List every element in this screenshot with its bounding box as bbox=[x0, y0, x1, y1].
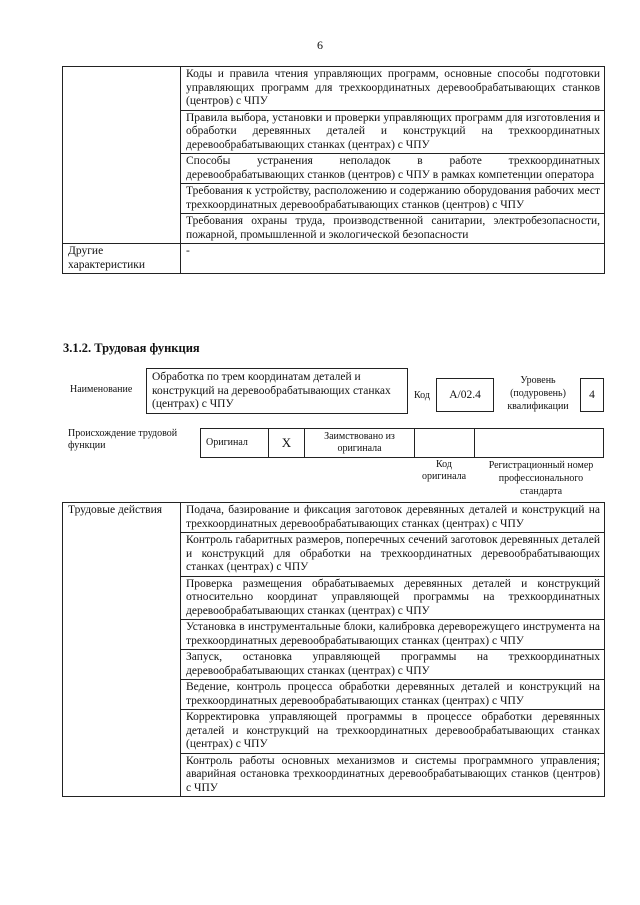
function-code-box: A/02.4 bbox=[436, 378, 494, 412]
level-label: Уровень (подуровень) квалификации bbox=[507, 375, 569, 412]
knowledge-item: Требования к устройству, расположению и содержанию оборудования рабочих мест трехкоординатных деревообрабатывающих станков (центров) с ЧПУ bbox=[181, 184, 605, 214]
reg-number-cell bbox=[475, 429, 605, 457]
section-title: 3.1.2. Трудовая функция bbox=[63, 341, 200, 355]
labor-action-item: Контроль работы основных механизмов и системы программного управления; аварийная остановка трехкоординатных деревообрабатывающих станков (центров) с ЧПУ bbox=[181, 753, 605, 797]
knowledge-item: Требования охраны труда, производственной санитарии, электробезопасности, пожарной, промышленной и экологической безопасности bbox=[181, 214, 605, 244]
labor-action-item: Установка в инструментальные блоки, калибровка дереворежущего инструмента на трехкоординатных деревообрабатывающих станках (центрах) с ЧПУ bbox=[181, 620, 605, 650]
function-name-box: Обработка по трем координатам деталей и конструкций на деревообрабатывающих станках (центрах) с ЧПУ bbox=[146, 368, 408, 414]
other-characteristics-value: - bbox=[181, 244, 605, 274]
labor-actions-table bbox=[62, 502, 605, 797]
labor-action-item: Проверка размещения обрабатываемых деревянных деталей и конструкций относительно координат управляющей программы на трехкоординатных деревообрабатывающих станках (центрах) с ЧПУ bbox=[181, 576, 605, 620]
borrowed-label: Заимствовано из оригинала bbox=[305, 429, 415, 457]
original-label: Оригинал bbox=[201, 429, 269, 457]
page-number: 6 bbox=[317, 38, 323, 52]
table-cell-empty bbox=[63, 67, 181, 244]
name-label: Наименование bbox=[70, 384, 133, 395]
table-row bbox=[63, 503, 605, 533]
knowledge-item: Способы устранения неполадок в работе трехкоординатных деревообрабатывающих станков (центров) с ЧПУ в рамках компетенции оператора bbox=[181, 154, 605, 184]
level-box: 4 bbox=[580, 378, 604, 412]
labor-actions-label: Трудовые действия bbox=[63, 503, 181, 797]
reg-number-label: Регистрационный номер профессионального стандарта bbox=[488, 460, 594, 497]
code-original-cell bbox=[415, 429, 475, 457]
origin-row bbox=[200, 428, 604, 458]
labor-action-item: Контроль габаритных размеров, поперечных сечений заготовок деревянных деталей и конструкций для обработки на трехкоординатных деревообрабатывающих станках (центрах) с ЧПУ bbox=[181, 533, 605, 577]
code-label: Код bbox=[414, 390, 430, 401]
origin-label: Происхождение трудовой функции bbox=[68, 428, 178, 451]
labor-action-item: Корректировка управляющей программы в процессе обработки деревянных деталей и конструкций на трехкоординатных деревообрабатывающих станках (центрах) с ЧПУ bbox=[181, 710, 605, 754]
table-row bbox=[63, 67, 605, 111]
labor-action-item: Подача, базирование и фиксация заготовок деревянных деталей и конструкций на трехкоординатных деревообрабатывающих станках (центрах) с ЧПУ bbox=[181, 503, 605, 533]
knowledge-item: Правила выбора, установки и проверки управляющих программ для изготовления и обработки деревянных деталей и конструкций на трехкоординатных деревообрабатывающих станках (центрах) с ЧПУ bbox=[181, 110, 605, 154]
knowledge-table bbox=[62, 66, 605, 274]
knowledge-item: Коды и правила чтения управляющих программ, основные способы подготовки управляющих программ для трехкоординатных деревообрабатывающих станков (центров) с ЧПУ bbox=[181, 67, 605, 111]
labor-action-item: Запуск, остановка управляющей программы на трехкоординатных деревообрабатывающих станках (центрах) с ЧПУ bbox=[181, 650, 605, 680]
code-original-label: Код оригинала bbox=[421, 459, 467, 482]
table-row bbox=[63, 244, 605, 274]
other-characteristics-label: Другие характеристики bbox=[63, 244, 181, 274]
original-mark: X bbox=[269, 429, 305, 457]
labor-action-item: Ведение, контроль процесса обработки деревянных деталей и конструкций на трехкоординатных деревообрабатывающих станках (центрах) с ЧПУ bbox=[181, 680, 605, 710]
